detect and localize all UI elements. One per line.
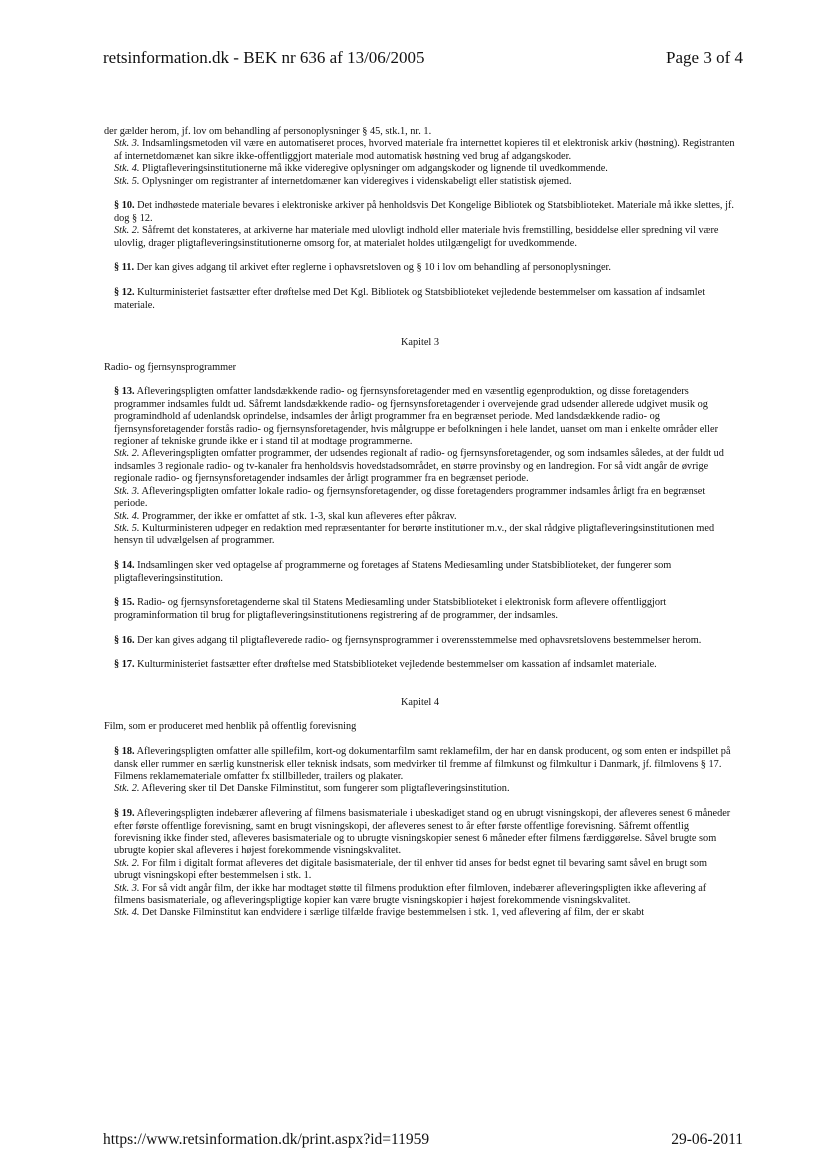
paragraph: Stk. 2. Såfremt det konstateres, at arkiverne har materiale med ulovligt indhold eller materiale hvis fremstilling, besiddelse eller spredning vil være ulovlig, drager pligtafleveringsinstitutionerne omsorg for, at materialet holdes utilgængeligt for uvedkommende. — [114, 225, 719, 249]
chapter-title: Film, som er produceret med henblik på offentlig forevisning — [104, 721, 357, 733]
paragraph: Stk. 4. Det Danske Filminstitut kan endvidere i særlige tilfælde fravige bestemmelsen i stk. 1, ved aflevering af film, der er skabt — [114, 907, 645, 919]
paragraph: Stk. 2. For film i digitalt format afleveres det digitale basismateriale, der til enhver tid anses for bedst egnet til bevaring samt såvel en brugt som ubrugt visningskopi efter bestemmelsen i stk. 1. — [114, 857, 708, 882]
paragraph: Stk. 3. Indsamlingsmetoden vil være en automatiseret proces, hvorved materiale fra internettet kopieres til et elektronisk arkiv (høstning). Registranten af internetdomænet kan sikre ikke-offentliggjort materiale mod automatisk høstning ved brug af adgangskoder. — [114, 138, 735, 162]
section-11: § 11. Der kan gives adgang til arkivet efter reglerne i ophavsretsloven og § 10 i lov om behandling af personoplysninger. — [114, 262, 611, 274]
paragraph: Stk. 4. Programmer, der ikke er omfattet af stk. 1-3, skal kun afleveres efter påkrav. — [114, 510, 457, 522]
section-17: § 17. Kulturministeriet fastsætter efter drøftelse med Statsbiblioteket vejledende bestemmelser om kassation af indsamlet materiale. — [114, 659, 657, 671]
paragraph: Stk. 3. Afleveringspligten omfatter lokale radio- og fjernsynsforetagender, og disse foretagenders programmer indsamles årligt fra en begrænset periode. — [114, 485, 706, 510]
document-title: retsinformation.dk - BEK nr 636 af 13/06/2005 — [103, 48, 425, 67]
page-footer — [103, 1131, 743, 1153]
section-12: § 12. Kulturministeriet fastsætter efter drøftelse med Det Kgl. Bibliotek og Statsbiblioteket vejledende bestemmelser om kassation af indsamlet materiale. — [114, 287, 706, 311]
source-url: https://www.retsinformation.dk/print.aspx?id=11959 — [103, 1131, 430, 1148]
page-number: Page 3 of 4 — [666, 48, 743, 67]
section-18: § 18. Afleveringspligten omfatter alle spillefilm, kort-og dokumentarfilm samt reklamefilm, der har en dansk producent, og som enten er indspillet på dansk eller rummer en særlig kunstnerisk eller teknisk indsats, som medvirker til fremme af filmkunst og filmkultur i Danmark, jf. filmlovens § 17. Filmens reklamemateriale omfatter fx stillbilleder, trailers og plakater. — [114, 746, 731, 782]
section-14: § 14. Indsamlingen sker ved optagelse af programmerne og foretages af Statens Mediesamling under Statsbiblioteket, der fungerer som pligtafleveringsinstitution. — [114, 560, 672, 584]
paragraph: Stk. 3. For så vidt angår film, der ikke har modtaget støtte til filmens produktion efter filmloven, indebærer afleveringspligten ikke aflevering af filmens basismateriale, og afleveringspligtige kopier kan være brugte visningskopier i højest forekommende visningskvalitet. — [114, 882, 707, 906]
section-19: § 19. Afleveringspligten indebærer aflevering af filmens basismateriale i ubeskadiget stand og en ubrugt visningskopi, der afleveres senest 6 måneder efter første offentlige forevisning, samt en brugt visningskopi, der afleveres senest to år efter første offentlige forevisning. Såfremt offentlig forevisning ikke finder sted, afleveres basismateriale og to ubrugte visningskopier senest 6 måneder efter filmens færdiggørelse. Såvel brugte som ubrugte kopier skal afleveres i højest forekommende visningskvalitet. — [114, 808, 731, 857]
page-header — [103, 48, 743, 70]
section-15: § 15. Radio- og fjernsynsforetagenderne skal til Statens Mediesamling under Statsbiblioteket i elektronisk form aflevere offentliggjort programinformation til brug for pligtafleveringsinstitutionens registrering af de programmer, der indsamles. — [114, 597, 667, 621]
paragraph: Stk. 5. Oplysninger om registranter af internetdomæner kan videregives i videnskabeligt eller statistisk øjemed. — [114, 175, 572, 187]
print-date: 29-06-2011 — [671, 1131, 743, 1148]
paragraph: Stk. 2. Aflevering sker til Det Danske Filminstitut, som fungerer som pligtafleveringsinstitution. — [114, 783, 510, 795]
paragraph: der gælder herom, jf. lov om behandling af personoplysninger § 45, stk.1, nr. 1. — [104, 126, 432, 137]
section-13: § 13. Afleveringspligten omfatter landsdækkende radio- og fjernsynsforetagender med en væsentlig egenproduktion, og disse foretagenders programmer indsamles fuldt ud. Såfremt landsdækkende radio- og fjernsynsforetagender i overvejende grad udsender allerede udgivet musik og programindhold af udenlandsk oprindelse, indsamles der årligt programmer fra en begrænset periode. Med landsdækkende radio- og fjernsynsforetagender forstås radio- og fjernsynsforetagender, hvis målgruppe er befolkningen i hele landet, uanset om man i enkelte områder eller regioner af tekniske grunde ikke er i stand til at modtage programmerne. — [114, 386, 719, 448]
paragraph: Stk. 2. Afleveringspligten omfatter programmer, der udsendes regionalt af radio- og fjernsynsforetagender, og som indsamles således, at der fuldt ud indsamles 3 regionale radio- og tv-kanaler fra henholdsvis hovedstadsområdet, en større provinsby og en landregion. For så vidt angår de øvrige regionale radio- og fjernsynsforetagender indsamles der årligt programmer fra en begrænset periode. — [114, 448, 724, 485]
chapter-heading: Kapitel 4 — [400, 696, 440, 708]
section-10: § 10. Det indhøstede materiale bevares i elektroniske arkiver på henholdsvis Det Kongelige Bibliotek og Statsbiblioteket. Materiale må ikke slettes, jf. dog § 12. — [114, 200, 734, 224]
chapter-title: Radio- og fjernsynsprogrammer — [104, 361, 237, 373]
document-body — [104, 126, 736, 920]
section-16: § 16. Der kan gives adgang til pligtafleverede radio- og fjernsynsprogrammer i overensstemmelse med ophavsretslovens bestemmelser herom. — [114, 634, 702, 646]
paragraph: Stk. 5. Kulturministeren udpeger en redaktion med repræsentanter for berørte institutioner m.v., der skal rådgive pligtafleveringsinstitutionen med hensyn til udvælgelsen af programmer. — [114, 522, 715, 547]
paragraph: Stk. 4. Pligtafleveringsinstitutionerne må ikke videregive oplysninger om adgangskoder og lignende til uvedkommende. — [114, 163, 608, 175]
chapter-heading: Kapitel 3 — [400, 336, 440, 348]
